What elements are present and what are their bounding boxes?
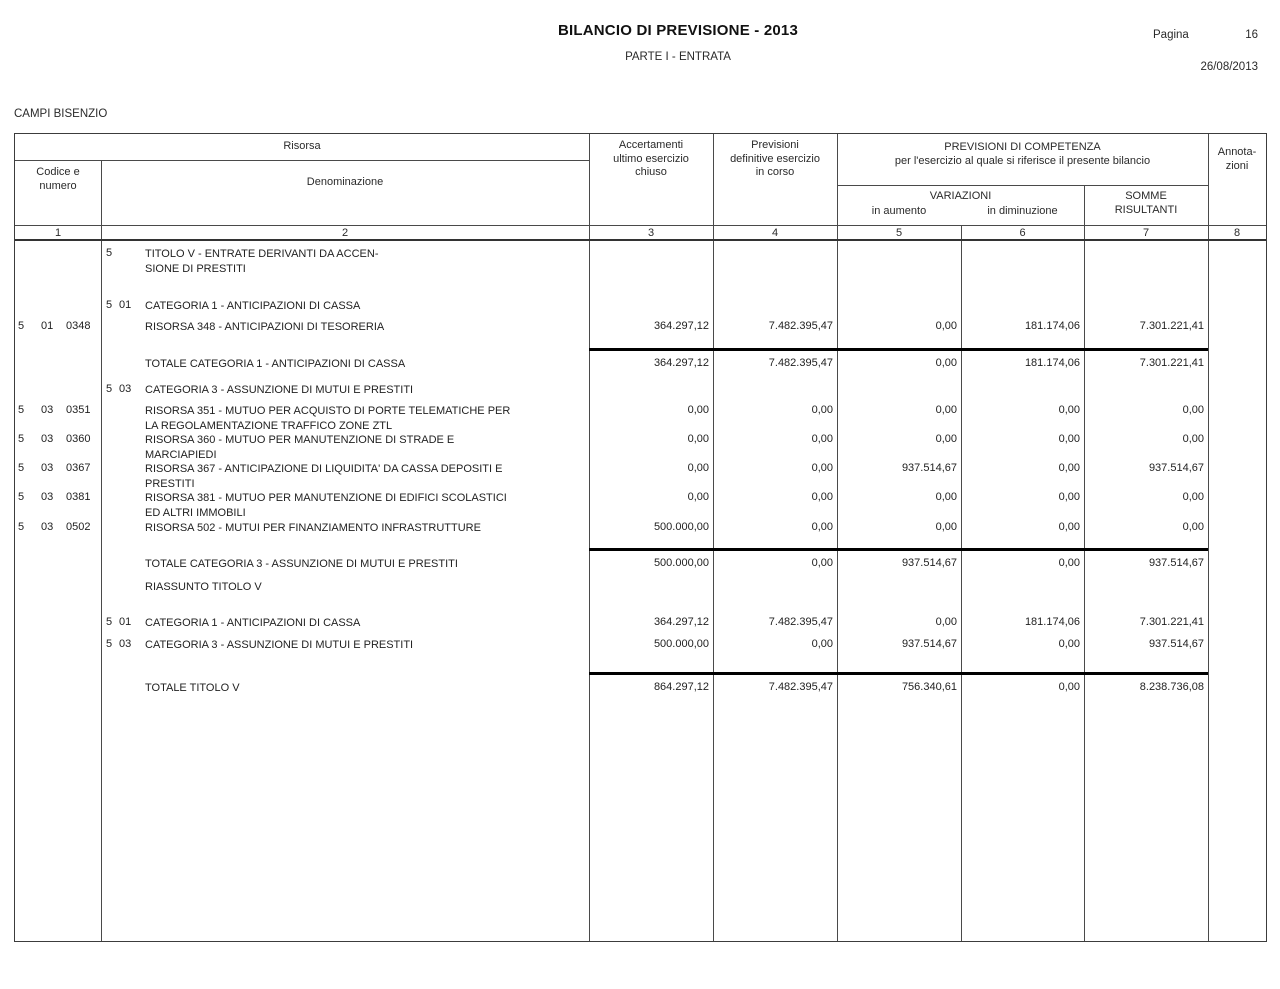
- cell-in-diminuzione: 0,00: [1058, 433, 1080, 445]
- column-number-3: 3: [647, 227, 655, 239]
- table-row-riassunto: [15, 638, 1266, 652]
- code-categoria: 03: [41, 491, 54, 503]
- text-line: Codice e: [36, 166, 80, 178]
- header-divider: [15, 225, 1266, 226]
- code-numero: 0360: [66, 433, 91, 445]
- titolo-code: 5: [106, 247, 113, 259]
- cell-in-diminuzione: 0,00: [1058, 462, 1080, 474]
- code-titolo: 5: [18, 433, 25, 445]
- table-row-totale: [15, 357, 1266, 371]
- column-number-7: 7: [1142, 227, 1150, 239]
- code-numero: 0348: [66, 320, 91, 332]
- code-numero: 0367: [66, 462, 91, 474]
- cell-previsioni: 0,00: [811, 557, 833, 569]
- cell-somme-risultanti: 937.514,67: [1148, 638, 1204, 650]
- cell-somme-risultanti: 7.301.221,41: [1139, 616, 1204, 628]
- text-line: numero: [39, 179, 77, 192]
- text-line: ED ALTRI IMMOBILI: [145, 506, 246, 519]
- column-number-2: 2: [341, 227, 349, 239]
- cell-in-diminuzione: 0,00: [1058, 681, 1080, 693]
- cell-in-aumento: 0,00: [935, 433, 957, 445]
- header-somme-risultanti: [1084, 190, 1208, 217]
- text-line: LA REGOLAMENTAZIONE TRAFFICO ZONE ZTL: [145, 419, 393, 432]
- text-line: CATEGORIA 3 - ASSUNZIONE DI MUTUI E PRESTITI: [145, 384, 414, 396]
- text-line: RISORSA 360 - MUTUO PER MANUTENZIONE DI STRADE E: [145, 434, 455, 446]
- cell-accertamenti: 0,00: [687, 462, 709, 474]
- cell-accertamenti: 0,00: [687, 404, 709, 416]
- page-subtitle: PARTE I - ENTRATA: [625, 51, 731, 63]
- cell-somme-risultanti: 0,00: [1182, 404, 1204, 416]
- text-line: RISORSA 367 - ANTICIPAZIONE DI LIQUIDITA' DA CASSA DEPOSITI E: [145, 463, 503, 475]
- cell-somme-risultanti: 8.238.736,08: [1139, 681, 1204, 693]
- header-in-aumento: in aumento: [871, 205, 927, 217]
- text-line: definitive esercizio: [730, 152, 820, 165]
- code-numero: 0351: [66, 404, 91, 416]
- titolo-code: 5: [106, 299, 113, 311]
- text-line: PRESTITI: [145, 477, 195, 490]
- cell-in-aumento: 756.340,61: [901, 681, 957, 693]
- text-line: CATEGORIA 1 - ANTICIPAZIONI DI CASSA: [145, 300, 361, 312]
- categoria-code: 01: [119, 616, 132, 628]
- cell-in-diminuzione: 181.174,06: [1024, 357, 1080, 369]
- column-number-4: 4: [771, 227, 779, 239]
- table-row-risorsa: [15, 320, 1266, 334]
- row-denominazione: [145, 557, 458, 572]
- cell-in-aumento: 0,00: [935, 357, 957, 369]
- text-line: SOMME: [1125, 190, 1167, 202]
- code-titolo: 5: [18, 521, 25, 533]
- cell-previsioni: 7.482.395,47: [768, 320, 833, 332]
- row-denominazione: [145, 491, 507, 520]
- categoria-code: 03: [119, 383, 132, 395]
- categoria-code: 03: [119, 638, 132, 650]
- code-titolo: 5: [18, 491, 25, 503]
- row-denominazione: [145, 462, 502, 491]
- text-line: RISORSA 348 - ANTICIPAZIONI DI TESORERIA: [145, 321, 385, 333]
- total-rule: [589, 672, 1208, 675]
- table-row-titolo: [15, 247, 1266, 275]
- text-line: in corso: [755, 166, 795, 178]
- table-row-categoria: [15, 383, 1266, 397]
- cell-accertamenti: 0,00: [687, 433, 709, 445]
- cell-in-diminuzione: 0,00: [1058, 491, 1080, 503]
- cell-in-aumento: 0,00: [935, 320, 957, 332]
- entity-name: CAMPI BISENZIO: [14, 108, 108, 120]
- column-number-1: 1: [54, 227, 62, 239]
- text-line: TITOLO V - ENTRATE DERIVANTI DA ACCEN-: [145, 248, 379, 260]
- cell-somme-risultanti: 937.514,67: [1148, 557, 1204, 569]
- cell-somme-risultanti: 0,00: [1182, 521, 1204, 533]
- text-line: TOTALE CATEGORIA 1 - ANTICIPAZIONI DI CASSA: [145, 358, 406, 370]
- code-titolo: 5: [18, 462, 25, 474]
- budget-table: [14, 133, 1267, 942]
- row-denominazione: [145, 299, 360, 314]
- table-row-riassunto-label: [15, 580, 1266, 594]
- column-number-6: 6: [1019, 227, 1026, 239]
- header-denominazione: Denominazione: [306, 176, 384, 188]
- cell-previsioni: 0,00: [811, 462, 833, 474]
- text-line: CATEGORIA 3 - ASSUNZIONE DI MUTUI E PRESTITI: [145, 639, 414, 651]
- cell-somme-risultanti: 0,00: [1182, 491, 1204, 503]
- cell-in-diminuzione: 181.174,06: [1024, 616, 1080, 628]
- table-row-risorsa: [15, 521, 1266, 535]
- cell-in-aumento: 0,00: [935, 616, 957, 628]
- total-rule: [589, 348, 1208, 351]
- cell-somme-risultanti: 7.301.221,41: [1139, 357, 1204, 369]
- cell-in-diminuzione: 0,00: [1058, 521, 1080, 533]
- code-titolo: 5: [18, 320, 25, 332]
- cell-in-aumento: 0,00: [935, 404, 957, 416]
- cell-accertamenti: 364.297,12: [653, 320, 709, 332]
- table-row-totale: [15, 557, 1266, 571]
- table-row-risorsa: [15, 491, 1266, 519]
- cell-previsioni: 7.482.395,47: [768, 681, 833, 693]
- text-line: Accertamenti: [618, 139, 684, 151]
- cell-in-aumento: 0,00: [935, 491, 957, 503]
- page-title: BILANCIO DI PREVISIONE - 2013: [557, 22, 799, 39]
- cell-accertamenti: 500.000,00: [653, 557, 709, 569]
- text-line: Annota-: [1217, 146, 1257, 158]
- cell-previsioni: 0,00: [811, 404, 833, 416]
- page-number-value: 16: [1245, 29, 1258, 41]
- text-line: ultimo esercizio: [613, 152, 689, 165]
- cell-in-aumento: 937.514,67: [901, 462, 957, 474]
- total-rule: [589, 548, 1208, 551]
- text-line: RISORSA 502 - MUTUI PER FINANZIAMENTO INFRASTRUTTURE: [145, 522, 481, 534]
- cell-in-aumento: 0,00: [935, 521, 957, 533]
- cell-somme-risultanti: 7.301.221,41: [1139, 320, 1204, 332]
- titolo-code: 5: [106, 638, 113, 650]
- page-number-label: Pagina: [1153, 29, 1189, 41]
- cell-previsioni: 7.482.395,47: [768, 357, 833, 369]
- cell-accertamenti: 364.297,12: [653, 616, 709, 628]
- categoria-code: 01: [119, 299, 132, 311]
- titolo-code: 5: [106, 383, 113, 395]
- column-divider: [101, 160, 102, 941]
- header-annotazioni: [1208, 146, 1266, 173]
- table-row-risorsa: [15, 462, 1266, 490]
- cell-previsioni: 0,00: [811, 521, 833, 533]
- header-codice-numero: [15, 166, 101, 193]
- table-row-risorsa: [15, 404, 1266, 432]
- text-line: SIONE DI PRESTITI: [145, 262, 246, 275]
- cell-in-diminuzione: 0,00: [1058, 404, 1080, 416]
- text-line: PREVISIONI DI COMPETENZA: [944, 141, 1101, 153]
- header-risorsa: Risorsa: [283, 140, 321, 152]
- cell-accertamenti: 864.297,12: [653, 681, 709, 693]
- header-in-diminuzione: in diminuzione: [987, 205, 1058, 217]
- text-line: RISORSA 381 - MUTUO PER MANUTENZIONE DI EDIFICI SCOLASTICI: [145, 492, 507, 504]
- column-number-5: 5: [895, 227, 903, 239]
- code-categoria: 01: [41, 320, 54, 332]
- row-denominazione: [145, 681, 240, 696]
- text-line: RIASSUNTO TITOLO V: [145, 581, 262, 593]
- header-previsioni-competenza: [837, 141, 1208, 168]
- titolo-code: 5: [106, 616, 113, 628]
- row-denominazione: [145, 320, 384, 335]
- text-line: CATEGORIA 1 - ANTICIPAZIONI DI CASSA: [145, 617, 361, 629]
- code-categoria: 03: [41, 404, 54, 416]
- header-divider: [837, 185, 1208, 186]
- row-denominazione: [145, 616, 360, 631]
- column-number-8: 8: [1233, 227, 1241, 239]
- cell-previsioni: 0,00: [811, 491, 833, 503]
- row-denominazione: [145, 638, 413, 653]
- cell-in-diminuzione: 0,00: [1058, 557, 1080, 569]
- text-line: TOTALE CATEGORIA 3 - ASSUNZIONE DI MUTUI E PRESTITI: [145, 558, 458, 570]
- text-line: RISULTANTI: [1114, 203, 1178, 216]
- text-line: chiuso: [635, 166, 667, 178]
- cell-in-diminuzione: 0,00: [1058, 638, 1080, 650]
- text-line: MARCIAPIEDI: [145, 448, 217, 461]
- header-previsioni: [713, 139, 837, 180]
- cell-somme-risultanti: 937.514,67: [1148, 462, 1204, 474]
- text-line: RISORSA 351 - MUTUO PER ACQUISTO DI PORTE TELEMATICHE PER: [145, 405, 511, 417]
- cell-previsioni: 0,00: [811, 638, 833, 650]
- table-row-riassunto: [15, 616, 1266, 630]
- text-line: Previsioni: [751, 139, 799, 151]
- document-date: 26/08/2013: [1200, 61, 1258, 73]
- cell-previsioni: 7.482.395,47: [768, 616, 833, 628]
- code-categoria: 03: [41, 521, 54, 533]
- row-denominazione: [145, 521, 481, 536]
- table-row-categoria: [15, 299, 1266, 313]
- cell-in-aumento: 937.514,67: [901, 557, 957, 569]
- header-variazioni: VARIAZIONI: [929, 190, 992, 202]
- cell-accertamenti: 500.000,00: [653, 638, 709, 650]
- row-denominazione: [145, 404, 510, 433]
- header-divider: [15, 160, 589, 161]
- text-line: per l'esercizio al quale si riferisce il presente bilancio: [894, 154, 1151, 167]
- code-numero: 0502: [66, 521, 91, 533]
- code-categoria: 03: [41, 433, 54, 445]
- code-categoria: 03: [41, 462, 54, 474]
- text-line: TOTALE TITOLO V: [145, 682, 240, 694]
- row-denominazione: [145, 580, 262, 595]
- text-line: zioni: [1225, 159, 1249, 172]
- cell-previsioni: 0,00: [811, 433, 833, 445]
- row-denominazione: [145, 247, 378, 276]
- code-titolo: 5: [18, 404, 25, 416]
- cell-somme-risultanti: 0,00: [1182, 433, 1204, 445]
- row-denominazione: [145, 357, 405, 372]
- cell-accertamenti: 500.000,00: [653, 521, 709, 533]
- code-numero: 0381: [66, 491, 91, 503]
- cell-accertamenti: 364.297,12: [653, 357, 709, 369]
- header-accertamenti: [589, 139, 713, 180]
- cell-in-diminuzione: 181.174,06: [1024, 320, 1080, 332]
- cell-accertamenti: 0,00: [687, 491, 709, 503]
- table-row-totale: [15, 681, 1266, 695]
- row-denominazione: [145, 433, 454, 462]
- table-row-risorsa: [15, 433, 1266, 461]
- cell-in-aumento: 937.514,67: [901, 638, 957, 650]
- row-denominazione: [145, 383, 413, 398]
